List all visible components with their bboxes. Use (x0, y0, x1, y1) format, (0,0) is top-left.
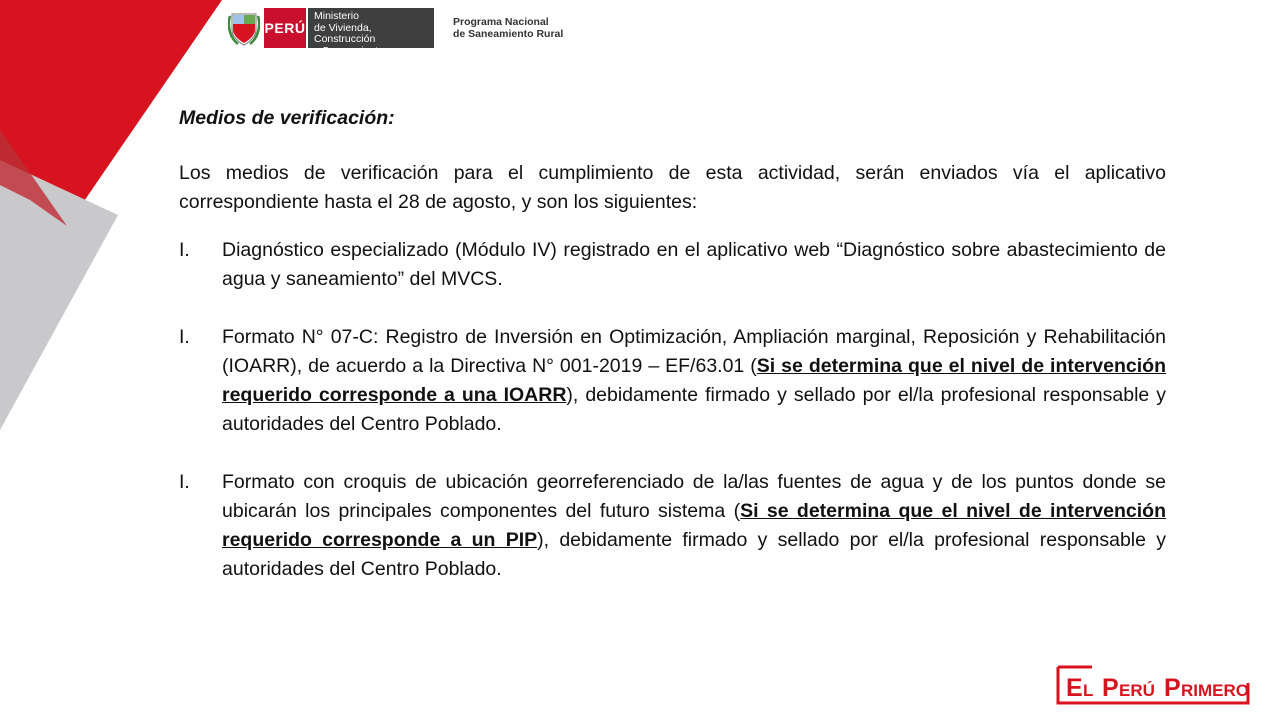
list-item-text-post: ), debidamente firmado y sellado por el/la profesional responsable y autoridades del Centro Poblado. (222, 529, 1166, 580)
header-logos (228, 7, 564, 57)
section-heading: Medios de verificación: (179, 107, 395, 129)
ministry-badge (308, 8, 434, 57)
list-item-text: Diagnóstico especializado (Módulo IV) registrado en el aplicativo web “Diagnóstico sobre abastecimiento de agua y saneamiento” del MVCS. (222, 239, 1166, 290)
list-item-condition: Si se determina que el nivel de intervención requerido corresponde a un PIP (222, 500, 1166, 551)
list-item (179, 323, 1166, 439)
list-item (179, 236, 1166, 294)
svg-text:L: L (1083, 681, 1094, 700)
program-line-2: de Saneamiento Rural (453, 28, 564, 40)
peru-badge: PERÚ (264, 8, 306, 48)
list-item (179, 468, 1166, 584)
list-item-text (222, 326, 1166, 435)
list-item-number: I. (179, 326, 190, 348)
ministry-line-2: de Vivienda, Construcción (314, 21, 376, 45)
svg-text:P: P (1102, 674, 1119, 702)
slide-content (179, 104, 1166, 613)
coat-of-arms-icon (228, 8, 260, 48)
verification-list (179, 236, 1166, 584)
ministry-line-3: y Saneamiento (314, 44, 385, 57)
svg-text:RIMERO: RIMERO (1181, 681, 1249, 700)
list-item-number: I. (179, 239, 190, 261)
list-item-text (222, 471, 1166, 580)
list-item-condition: Si se determina que el nivel de intervención requerido corresponde a una IOARR (222, 355, 1166, 406)
svg-text:P: P (1164, 674, 1181, 702)
ministry-line-1: Ministerio (314, 10, 359, 22)
list-item-text-post: ), debidamente firmado y sellado por el/la profesional responsable y autoridades del Centro Poblado. (222, 384, 1166, 435)
list-item-text-pre: Formato con croquis de ubicación georreferenciado de la/las fuentes de agua y de los puntos donde se ubicarán los principales componentes del futuro sistema ( (222, 471, 1166, 522)
svg-text:E: E (1066, 674, 1083, 702)
el-peru-primero-logo (1052, 663, 1254, 707)
intro-paragraph: Los medios de verificación para el cumplimiento de esta actividad, serán enviados vía el aplicativo correspondiente hasta el 28 de agosto, y son los siguientes: (179, 162, 1166, 213)
svg-text:ERÚ: ERÚ (1119, 681, 1155, 700)
program-line-1: Programa Nacional (453, 16, 549, 28)
program-name (453, 16, 563, 40)
list-item-number: I. (179, 471, 190, 493)
list-item-text-pre: Formato N° 07-C: Registro de Inversión en Optimización, Ampliación marginal, Reposición y Rehabilitación (IOARR), de acuerdo a la Directiva N° 001-2019 – EF/63.01 ( (222, 326, 1166, 377)
